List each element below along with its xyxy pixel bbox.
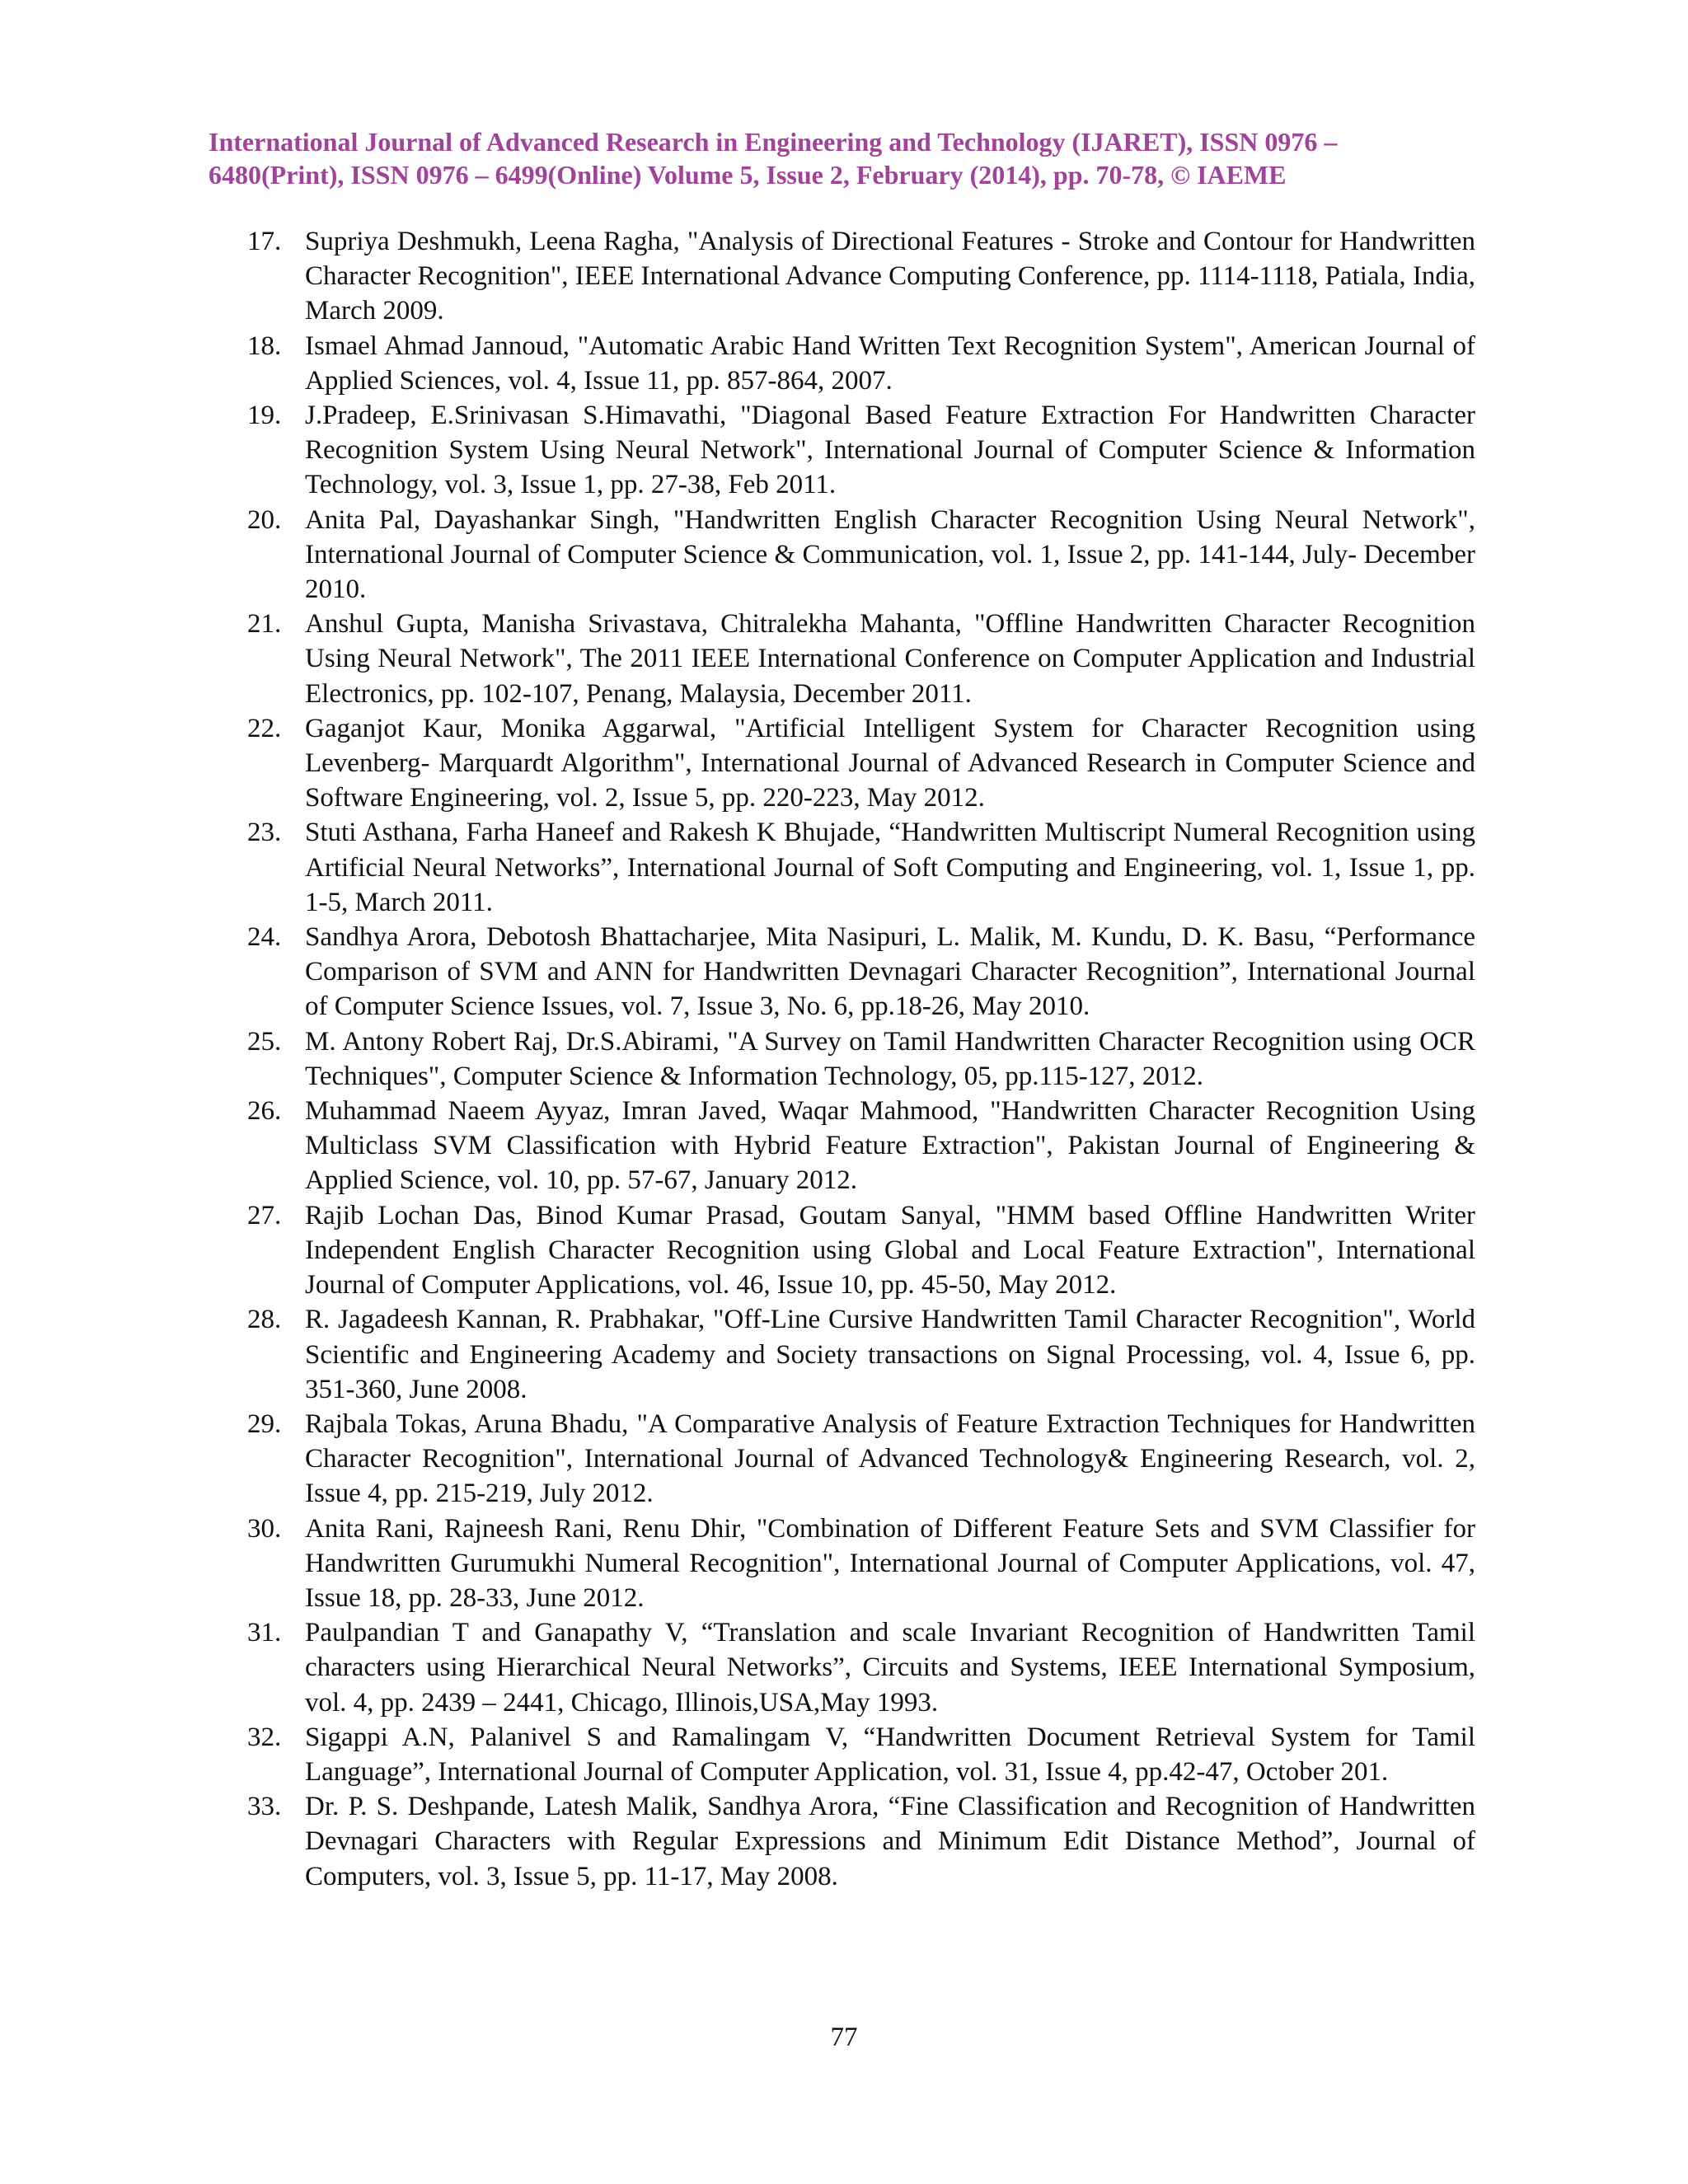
reference-number: 26. — [247, 1096, 282, 1127]
reference-number: 21. — [247, 609, 282, 640]
reference-number: 24. — [247, 922, 282, 953]
reference-number: 17. — [247, 227, 282, 256]
reference-item-29 — [247, 1407, 1475, 1511]
reference-item-26 — [247, 1094, 1475, 1198]
reference-item-28 — [247, 1302, 1475, 1407]
reference-item-30 — [247, 1511, 1475, 1616]
reference-number: 30. — [247, 1513, 282, 1544]
reference-text: Dr. P. S. Deshpande, Latesh Malik, Sandhya Arora, “Fine Classification and Recognition of Handwritten Devnagari Characters with Regular Expressions and Minimum Edit Distance Method”, Journal of Computers, vol. 3, Issue 5, pp. 11-17, May 2008. — [305, 1792, 1475, 1891]
reference-item-17 — [247, 224, 1475, 329]
reference-item-32 — [247, 1720, 1475, 1789]
reference-text: Ismael Ahmad Jannoud, "Automatic Arabic Hand Written Text Recognition System", American Journal of Applied Sciences, vol. 4, Issue 11, pp. 857-864, 2007. — [305, 330, 1475, 396]
reference-text: Anshul Gupta, Manisha Srivastava, Chitralekha Mahanta, "Offline Handwritten Character Recognition Using Neural Network", The 2011 IEEE International Conference on Computer Application and Industrial Electronics, pp. 102-107, Penang, Malaysia, December 2011. — [305, 609, 1475, 709]
reference-text: Stuti Asthana, Farha Haneef and Rakesh K Bhujade, “Handwritten Multiscript Numeral Recognition using Artificial Neural Networks”, International Journal of Soft Computing and Engineering, vol. 1, Issue 1, pp. 1-5, March 2011. — [305, 818, 1475, 917]
reference-text: Rajbala Tokas, Aruna Bhadu, "A Comparative Analysis of Feature Extraction Techniques for Handwritten Character Recognition", International Journal of Advanced Technology& Engineering Research, vol. 2, Issue 4, pp. 215-219, July 2012. — [305, 1408, 1475, 1509]
reference-text: Muhammad Naeem Ayyaz, Imran Javed, Waqar Mahmood, "Handwritten Character Recognition Using Multiclass SVM Classification with Hybrid Feature Extraction", Pakistan Journal of Engineering & Applied Science, vol. 10, pp. 57-67, January 2012. — [305, 1096, 1475, 1196]
reference-text: R. Jagadeesh Kannan, R. Prabhakar, "Off-Line Cursive Handwritten Tamil Character Recognition", World Scientific and Engineering Academy and Society transactions on Signal Processing, vol. 4, Issue 6, pp. 351-360, June 2008. — [305, 1305, 1475, 1404]
reference-item-18 — [247, 329, 1475, 398]
reference-number: 25. — [247, 1026, 282, 1057]
reference-number: 20. — [247, 504, 282, 535]
reference-text: Sandhya Arora, Debotosh Bhattacharjee, Mita Nasipuri, L. Malik, M. Kundu, D. K. Basu, “Performance Comparison of SVM and ANN for Handwritten Devnagari Character Recognition”, International Journal of Computer Science Issues, vol. 7, Issue 3, No. 6, pp.18-26, May 2010. — [305, 922, 1475, 1022]
reference-number: 31. — [247, 1618, 282, 1648]
reference-item-27 — [247, 1198, 1475, 1303]
reference-text: Gaganjot Kaur, Monika Aggarwal, "Artificial Intelligent System for Character Recognition using Levenberg- Marquardt Algorithm", International Journal of Advanced Research in Computer Science and Software Engineering, vol. 2, Issue 5, pp. 220-223, May 2012. — [305, 713, 1475, 813]
page-number: 77 — [830, 2022, 858, 2052]
reference-item-20 — [247, 503, 1475, 607]
reference-text: Anita Rani, Rajneesh Rani, Renu Dhir, "Combination of Different Feature Sets and SVM Classifier for Handwritten Gurumukhi Numeral Recognition", International Journal of Computer Applications, vol. 47, Issue 18, pp. 28-33, June 2012. — [305, 1513, 1475, 1613]
reference-number: 29. — [247, 1408, 282, 1439]
reference-list — [247, 224, 1475, 1894]
reference-item-23 — [247, 815, 1475, 920]
reference-number: 19. — [247, 401, 282, 431]
reference-text: Sigappi A.N, Palanivel S and Ramalingam V, “Handwritten Document Retrieval System for Tamil Language”, International Journal of Computer Application, vol. 31, Issue 4, pp.42-47, October 201. — [305, 1722, 1475, 1787]
reference-item-25 — [247, 1024, 1475, 1094]
reference-item-22 — [247, 711, 1475, 816]
reference-item-19 — [247, 398, 1475, 503]
reference-number: 23. — [247, 818, 282, 848]
reference-number: 33. — [247, 1792, 282, 1822]
reference-text: M. Antony Robert Raj, Dr.S.Abirami, "A Survey on Tamil Handwritten Character Recognition using OCR Techniques", Computer Science & Information Technology, 05, pp.115-127, 2012. — [305, 1026, 1475, 1091]
reference-item-31 — [247, 1615, 1475, 1720]
reference-text: Supriya Deshmukh, Leena Ragha, "Analysis of Directional Features - Stroke and Contour for Handwritten Character Recognition", IEEE International Advance Computing Conference, pp. 1114-1118, Patiala, India, March 2009. — [305, 227, 1475, 326]
reference-item-21 — [247, 607, 1475, 711]
reference-text: Paulpandian T and Ganapathy V, “Translation and scale Invariant Recognition of Handwritten Tamil characters using Hierarchical Neural Networks”, Circuits and Systems, IEEE International Symposium, vol. 4, pp. 2439 – 2441, Chicago, Illinois,USA,May 1993. — [305, 1618, 1475, 1718]
journal-header: International Journal of Advanced Research in Engineering and Technology (IJARET), ISSN 0976 – 6480(Print), ISSN 0976 – 6499(Online) Volume 5, Issue 2, February (2014), pp. 70-78, © IAEME — [209, 127, 1338, 190]
reference-number: 28. — [247, 1305, 282, 1335]
reference-text: Anita Pal, Dayashankar Singh, "Handwritten English Character Recognition Using Neural Network", International Journal of Computer Science & Communication, vol. 1, Issue 2, pp. 141-144, July- December 2010. — [305, 504, 1475, 605]
reference-item-24 — [247, 920, 1475, 1024]
reference-number: 18. — [247, 330, 282, 361]
reference-text: Rajib Lochan Das, Binod Kumar Prasad, Goutam Sanyal, "HMM based Offline Handwritten Writer Independent English Character Recognition using Global and Local Feature Extraction", International Journal of Computer Applications, vol. 46, Issue 10, pp. 45-50, May 2012. — [305, 1200, 1475, 1301]
reference-number: 22. — [247, 713, 282, 743]
reference-number: 32. — [247, 1722, 282, 1752]
reference-number: 27. — [247, 1200, 282, 1230]
reference-item-33 — [247, 1789, 1475, 1894]
reference-text: J.Pradeep, E.Srinivasan S.Himavathi, "Diagonal Based Feature Extraction For Handwritten Character Recognition System Using Neural Network", International Journal of Computer Science & Information Technology, vol. 3, Issue 1, pp. 27-38, Feb 2011. — [305, 401, 1475, 500]
